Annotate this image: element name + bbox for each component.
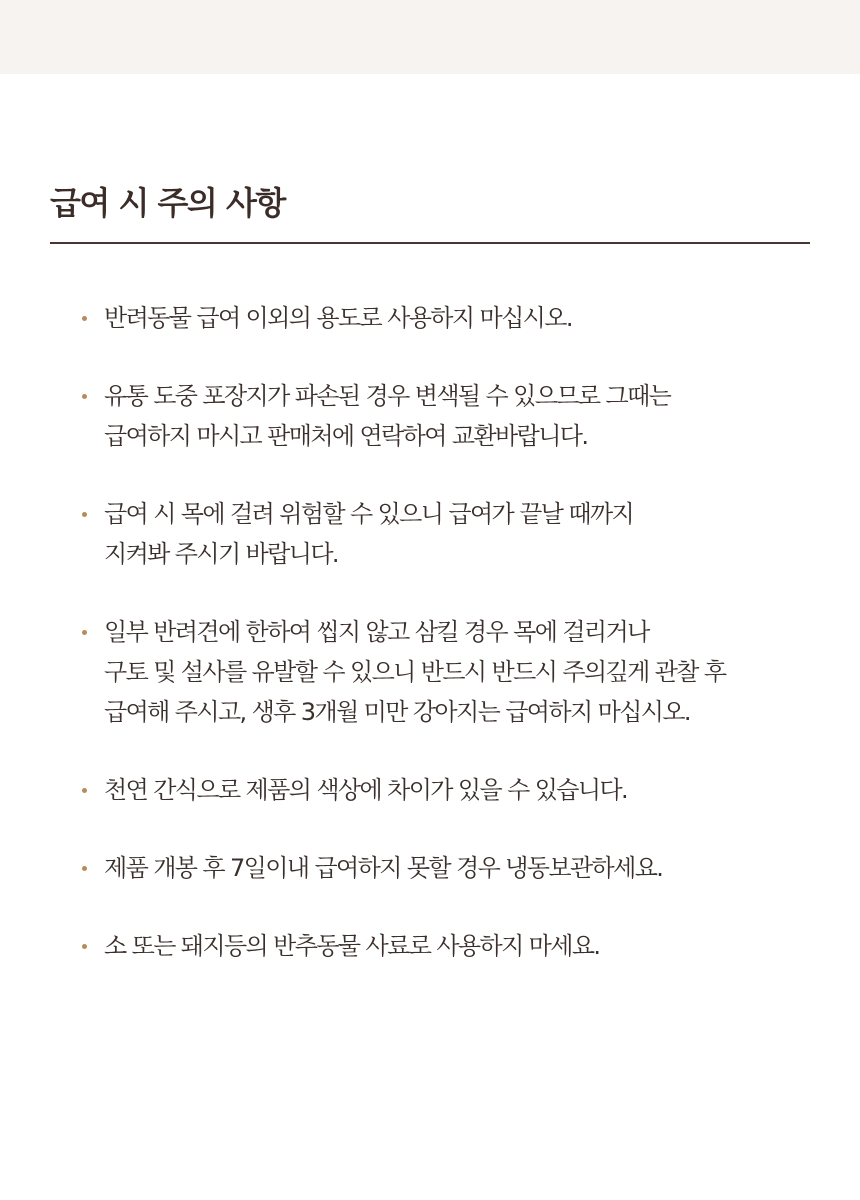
item-text: 소 또는 돼지등의 반추동물 사료로 사용하지 마세요. xyxy=(104,932,600,960)
list-item xyxy=(50,770,810,810)
item-text: 일부 반려견에 한하여 씹지 않고 삼킬 경우 목에 걸리거나 xyxy=(104,618,649,646)
section-title: 급여 시 주의 사항 xyxy=(50,184,285,222)
item-text: 급여하지 마시고 판매처에 연락하여 교환바랍니다. xyxy=(104,422,588,450)
item-text: 급여 시 목에 걸려 위험할 수 있으니 급여가 끝날 때까지 xyxy=(104,500,634,528)
bullet-icon xyxy=(82,512,87,517)
bullet-icon xyxy=(82,630,87,635)
item-text: 제품 개봉 후 7일이내 급여하지 못할 경우 냉동보관하세요. xyxy=(104,854,663,882)
bullet-icon xyxy=(82,788,87,793)
list-item xyxy=(50,926,810,966)
bullet-icon xyxy=(82,944,87,949)
feeding-precautions-section xyxy=(50,178,810,960)
item-text: 천연 간식으로 제품의 색상에 차이가 있을 수 있습니다. xyxy=(104,776,628,804)
list-item xyxy=(50,612,810,732)
list-item xyxy=(50,848,810,888)
list-item xyxy=(50,494,810,574)
item-text: 급여해 주시고, 생후 3개월 미만 강아지는 급여하지 마십시오. xyxy=(104,698,690,726)
item-text: 유통 도중 포장지가 파손된 경우 변색될 수 있으므로 그때는 xyxy=(104,382,671,410)
list-item xyxy=(50,298,810,338)
title-divider xyxy=(50,242,810,244)
item-text: 지켜봐 주시기 바랍니다. xyxy=(104,540,338,568)
list-item xyxy=(50,376,810,456)
bullet-icon xyxy=(82,394,87,399)
item-text: 반려동물 급여 이외의 용도로 사용하지 마십시오. xyxy=(104,304,572,332)
bullet-icon xyxy=(82,316,87,321)
bullet-icon xyxy=(82,866,87,871)
item-text: 구토 및 설사를 유발할 수 있으니 반드시 반드시 주의깊게 관찰 후 xyxy=(104,658,726,686)
precautions-list xyxy=(50,298,810,1004)
top-banner-band xyxy=(0,0,860,74)
